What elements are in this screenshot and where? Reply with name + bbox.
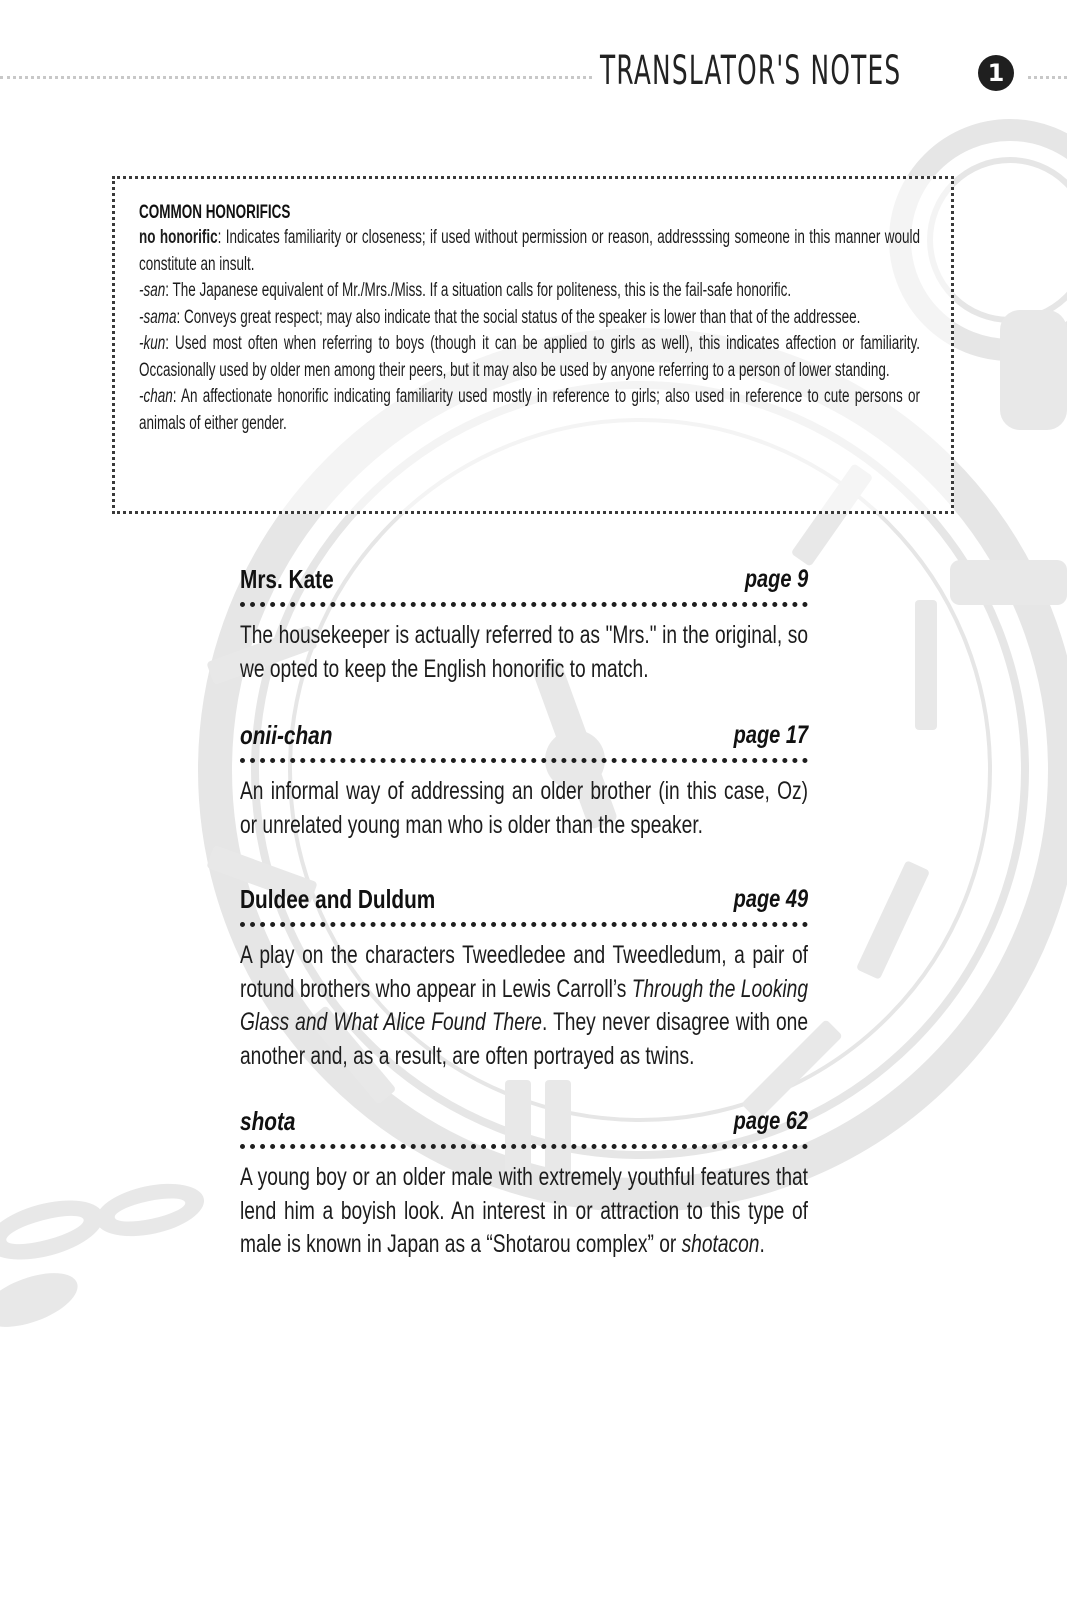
- note-term: Duldee and Duldum: [240, 884, 436, 914]
- note-onii-chan: [240, 718, 808, 842]
- book-title: Through the Looking Glass and What Alice Found There: [240, 974, 809, 1036]
- honorific-definition: : Conveys great respect; may also indicate that the social status of the speaker is lower than that of the addressee.: [176, 306, 861, 328]
- term-italic: shotacon: [681, 1230, 760, 1258]
- note-shota: [240, 1104, 808, 1262]
- note-mrs-kate: [240, 562, 808, 686]
- honorific-entry: [139, 225, 920, 278]
- note-dotted-divider: [240, 602, 808, 607]
- honorific-entry: [139, 331, 920, 384]
- note-body-text: A play on the characters Tweedledee and Tweedledum, a pair of rotund brothers who appear in Lewis Carroll’s: [240, 941, 809, 1003]
- note-body-wrap: [240, 1161, 808, 1262]
- honorific-term: no honorific: [139, 227, 218, 248]
- honorific-term: -san: [139, 280, 166, 301]
- honorifics-content: [139, 201, 920, 437]
- honorific-entry: [139, 305, 920, 332]
- note-body-wrap: [240, 775, 808, 842]
- note-header: [240, 718, 808, 752]
- note-term: Mrs. Kate: [240, 564, 334, 594]
- honorific-definition: : Indicates familiarity or closeness; if used without permission or reason, addresssing someone in this manner would constitute an insult.: [139, 227, 920, 275]
- note-body-text: A young boy or an older male with extremely youthful features that lend him a boyish look. An interest in or attraction to this type of male is known in Japan as a “Shotarou complex” or: [240, 1163, 809, 1258]
- note-term: onii-chan: [240, 720, 333, 750]
- note-header: [240, 1104, 808, 1138]
- note-page-ref: page 62: [733, 1107, 808, 1135]
- note-page-ref: page 9: [744, 565, 808, 593]
- note-dotted-divider: [240, 758, 808, 763]
- header-dotted-rule: [0, 76, 592, 79]
- note-body-text: . They never disagree with one another and, as a result, are often portrayed as twins.: [240, 1008, 809, 1070]
- honorific-definition: : An affectionate honorific indicating familiarity used mostly in reference to girls; also used in reference to cute persons or animals of either gender.: [139, 386, 920, 434]
- honorific-term: -chan: [139, 386, 173, 407]
- note-body-wrap: [240, 619, 808, 686]
- note-duldee-and-duldum: [240, 882, 808, 1073]
- honorifics-box: [112, 176, 954, 514]
- honorific-entry: [139, 278, 920, 305]
- note-body: [240, 939, 808, 1073]
- note-page-ref: page 17: [733, 721, 808, 749]
- honorific-definition: : Used most often when referring to boys (though it can be applied to girls as well), this indicates affection or familiarity. Occasionally used by older men among their peers, but it may also be used by anyone referring to a person of lower standing.: [139, 333, 920, 381]
- honorific-term: -sama: [139, 306, 177, 328]
- honorific-term: -kun: [139, 333, 166, 354]
- page-title: TRANSLATOR'S NOTES: [600, 48, 902, 94]
- note-header: [240, 562, 808, 596]
- note-page-ref: page 49: [733, 885, 808, 913]
- note-body: An informal way of addressing an older brother (in this case, Oz) or unrelated young man who is older than the speaker.: [240, 777, 809, 839]
- note-body-text: .: [759, 1230, 765, 1258]
- note-header: [240, 882, 808, 916]
- honorific-entry: [139, 384, 920, 437]
- note-dotted-divider: [240, 1144, 808, 1149]
- honorific-definition: : The Japanese equivalent of Mr./Mrs./Miss. If a situation calls for politeness, this is the fail-safe honorific.: [165, 280, 792, 301]
- note-body: [240, 1161, 808, 1262]
- note-term: shota: [240, 1106, 296, 1136]
- note-body-wrap: [240, 939, 808, 1073]
- honorifics-heading: COMMON HONORIFICS: [139, 202, 291, 223]
- note-body: The housekeeper is actually referred to as "Mrs." in the original, so we opted to keep the English honorific to match.: [240, 621, 809, 683]
- header-dotted-rule-tail: [1028, 76, 1067, 79]
- note-dotted-divider: [240, 922, 808, 927]
- circled-number-icon: 1: [978, 55, 1014, 91]
